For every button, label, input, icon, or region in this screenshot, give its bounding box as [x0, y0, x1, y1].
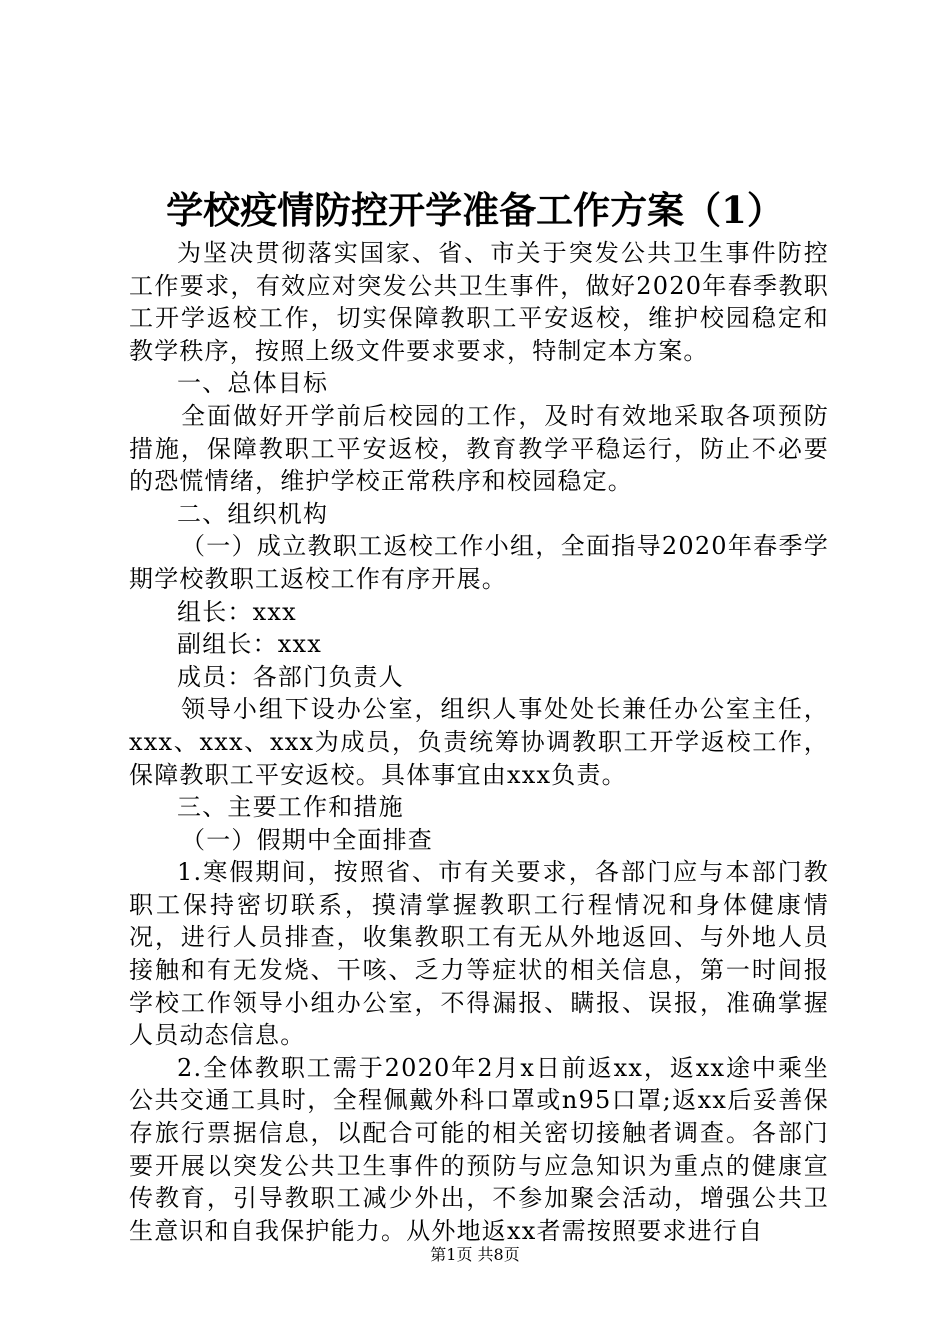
- members-line: 成员：各部门负责人: [177, 662, 404, 691]
- section-heading-organization: 二、组织机构: [177, 499, 329, 528]
- section-heading-measures: 三、主要工作和措施: [177, 793, 404, 822]
- page-footer: 第1页 共8页: [430, 1245, 520, 1264]
- intro-paragraph: 为坚决贯彻落实国家、省、市关于突发公共卫生事件防控工作要求，有效应对突发公共卫生事件，做好2020年春季教职工开学返校工作，切实保障教职工平安返校，维护校园稳定和教学秩序，按照上级文件要求要求，特制定本方案。: [129, 239, 829, 365]
- measure-item-1: 1.寒假期间，按照省、市有关要求，各部门应与本部门教职工保持密切联系，摸清掌握教职工行程情况和身体健康情况，进行人员排查，收集教职工有无从外地返回、与外地人员接触和有无发烧、干咳、乏力等症状的相关信息，第一时间报学校工作领导小组办公室，不得漏报、瞒报、误报，准确掌握人员动态信息。: [129, 858, 829, 1050]
- group-leader-line: 组长：xxx: [177, 597, 297, 626]
- document-body: [129, 237, 829, 1247]
- subsection-heading-holiday-check: （一）假期中全面排查: [181, 825, 433, 854]
- document-title: 学校疫情防控开学准备工作方案（1）: [166, 188, 784, 232]
- section-heading-overall-goal: 一、总体目标: [177, 369, 329, 398]
- overall-goal-paragraph: 全面做好开学前后校园的工作，及时有效地采取各项预防措施，保障教职工平安返校，教育教学平稳运行，防止不必要的恐慌情绪，维护学校正常秩序和校园稳定。: [129, 401, 829, 496]
- measure-item-2: 2.全体教职工需于2020年2月x日前返xx，返xx途中乘坐公共交通工具时，全程佩戴外科口罩或n95口罩;返xx后妥善保存旅行票据信息，以配合可能的相关密切接触者调查。各部门要开展以突发公共卫生事件的预防与应急知识为重点的健康宣传教育，引导教职工减少外出，不参加聚会活动，增强公共卫生意识和自我保护能力。从外地返xx者需按照要求进行自: [129, 1053, 829, 1245]
- office-paragraph: 领导小组下设办公室，组织人事处处长兼任办公室主任，xxx、xxx、xxx为成员，负责统筹协调教职工开学返校工作，保障教职工平安返校。具体事宜由xxx负责。: [129, 695, 829, 789]
- organization-paragraph: （一）成立教职工返校工作小组，全面指导2020年春季学期学校教职工返校工作有序开展。: [129, 532, 829, 593]
- deputy-leader-line: 副组长：xxx: [177, 630, 323, 659]
